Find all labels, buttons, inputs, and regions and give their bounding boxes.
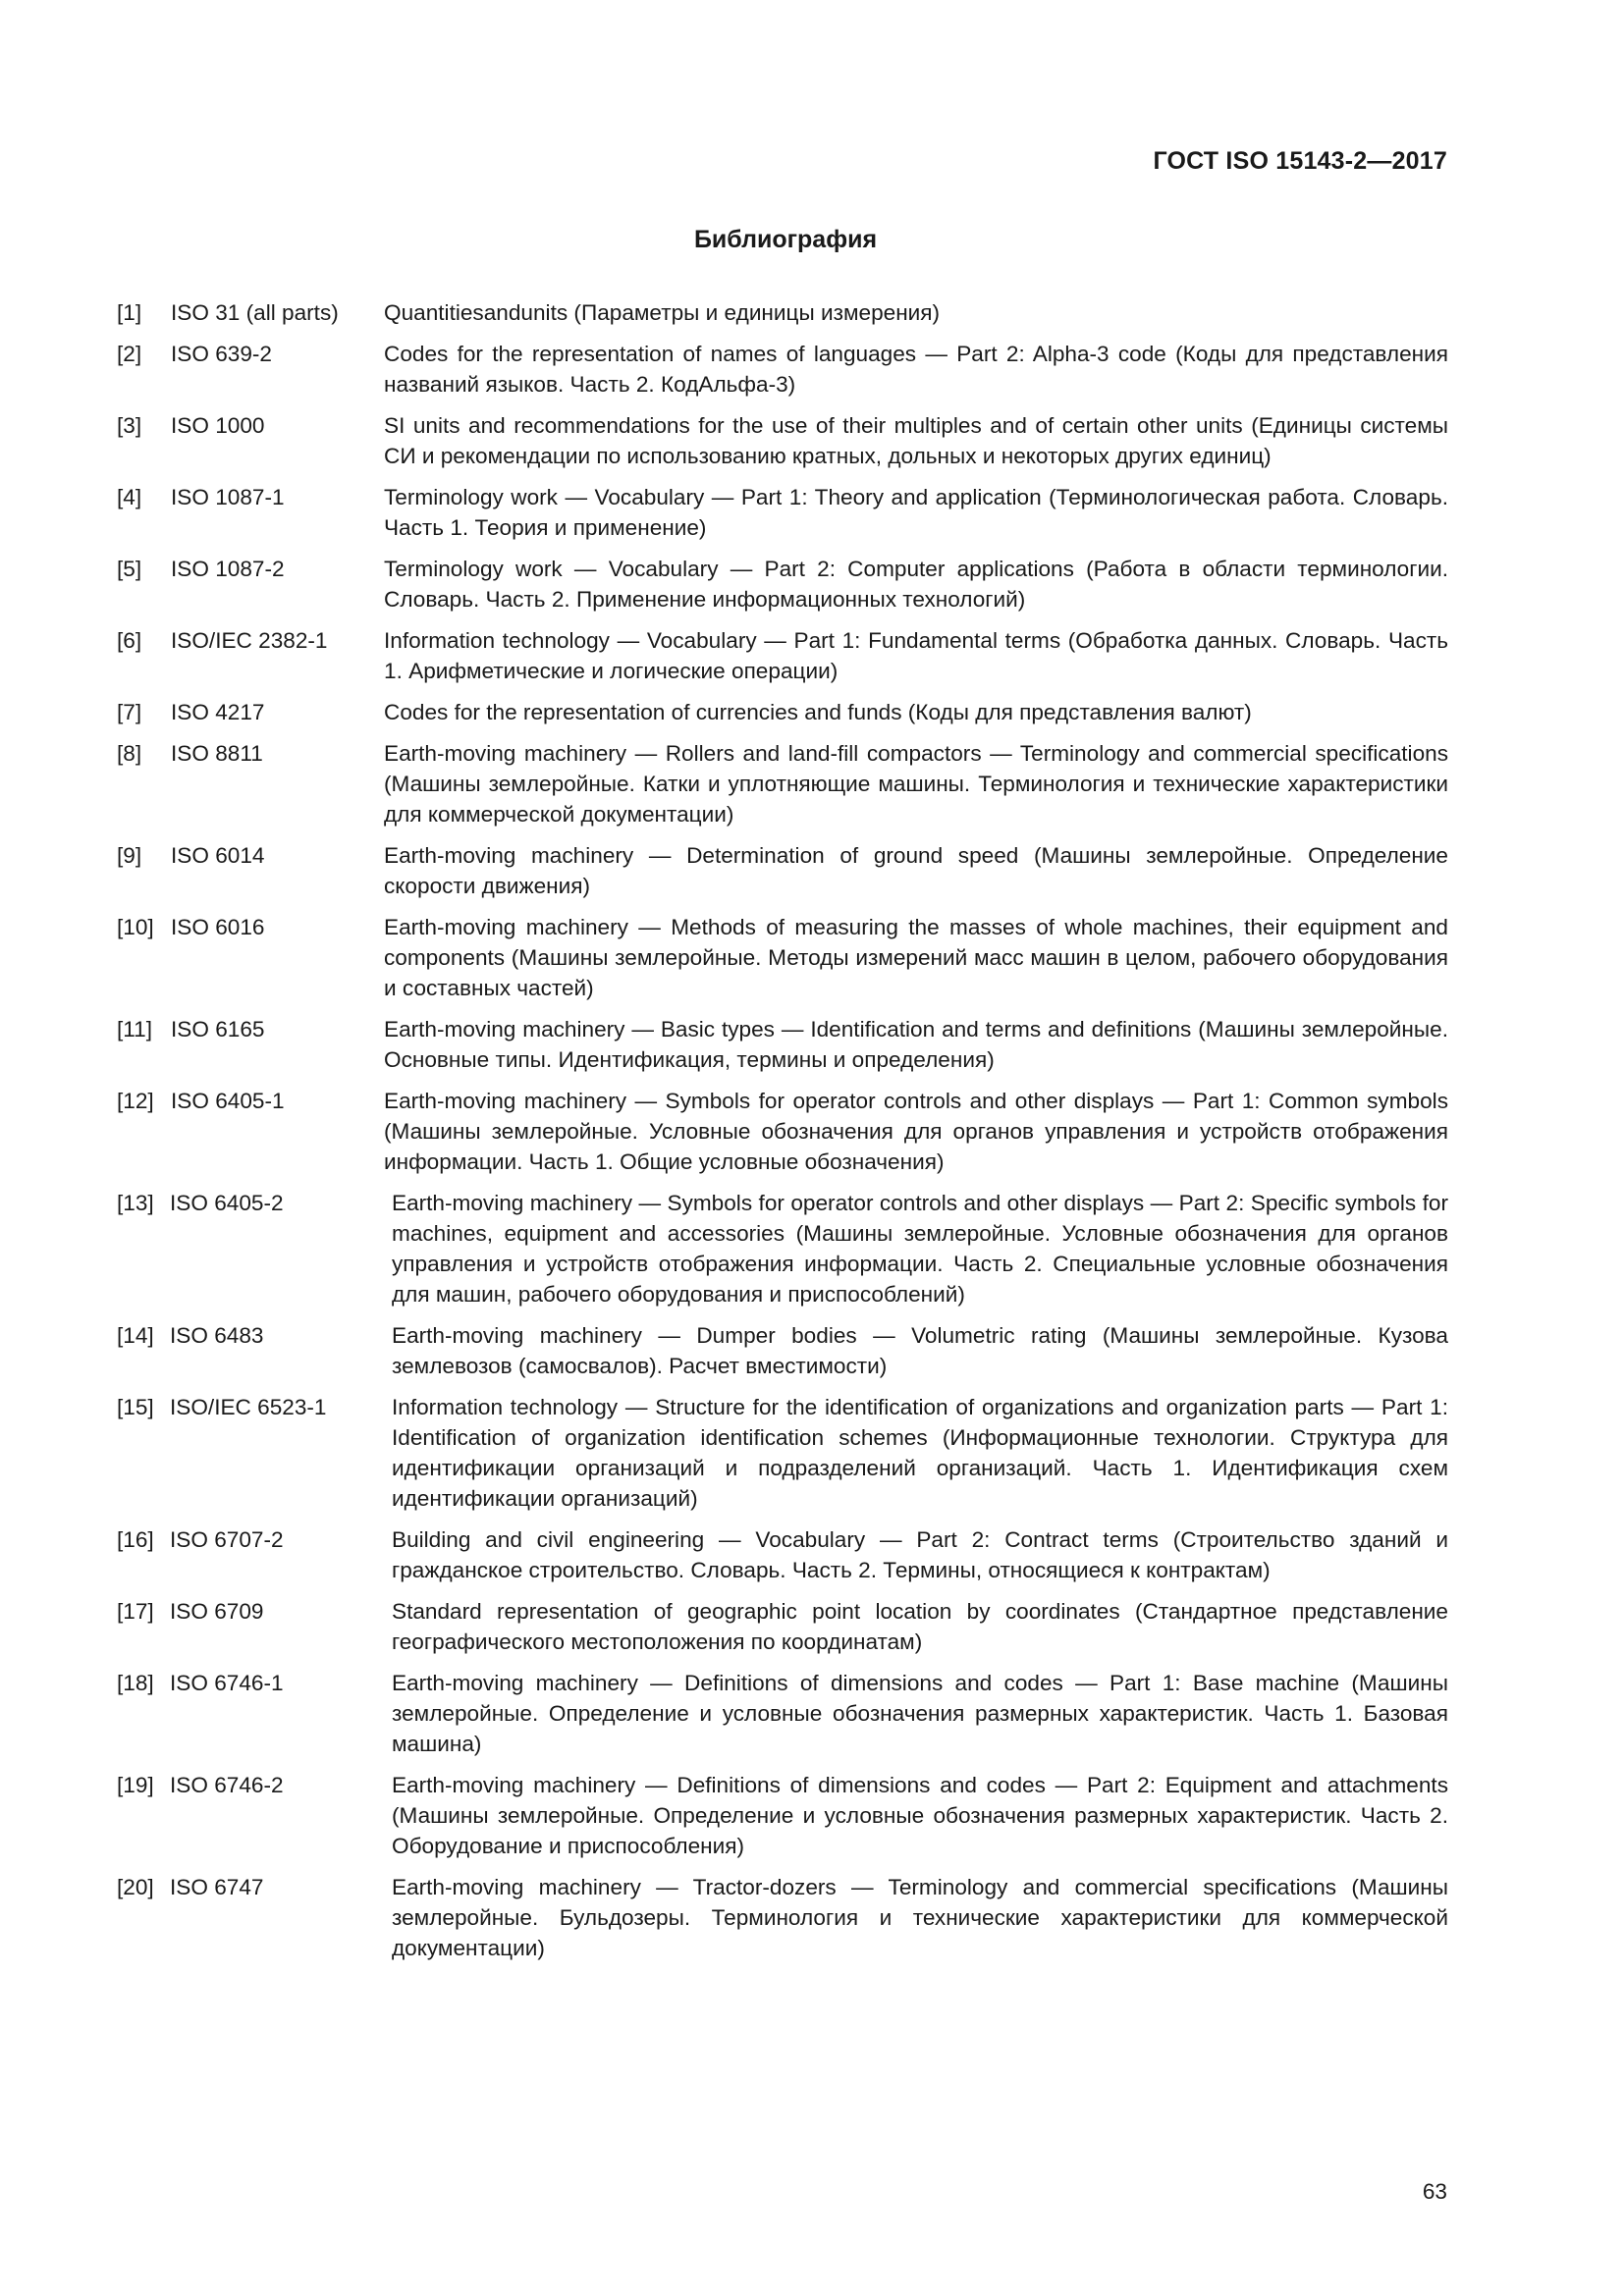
document-code-header: ГОСТ ISO 15143-2—2017	[1153, 147, 1447, 175]
entry-standard-code: ISO 6483	[170, 1323, 264, 1348]
bibliography-entry	[117, 339, 1448, 400]
bibliography-entry	[117, 625, 1448, 686]
bibliography-entry	[117, 482, 1448, 543]
entry-title: Standard representation of geographic point location by coordinates (Стандартное представление географического местоположения по координатам)	[392, 1599, 1448, 1654]
entry-title: Earth-moving machinery — Definitions of dimensions and codes — Part 2: Equipment and attachments (Машины землеройные. Определение и условные обозначения размерных характеристик. Часть 2. Оборудование и приспособления)	[392, 1773, 1448, 1858]
entry-standard-code: ISO 6709	[170, 1599, 264, 1624]
entry-title: Earth-moving machinery — Definitions of dimensions and codes — Part 1: Base machine (Машины землеройные. Определение и условные обозначения размерных характеристик. Часть 1. Базовая машина)	[392, 1671, 1448, 1756]
entry-number: [16]	[117, 1527, 154, 1552]
entry-standard-code: ISO 6014	[171, 843, 265, 868]
entry-standard-code: ISO 6747	[170, 1875, 264, 1899]
bibliography-entry	[117, 410, 1448, 471]
entry-title: Earth-moving machinery — Tractor-dozers — Terminology and commercial specifications (Машины землеройные. Бульдозеры. Терминология и технические характеристики для коммерческой документации)	[392, 1875, 1448, 1960]
entry-number: [15]	[117, 1395, 154, 1419]
entry-number: [9]	[117, 843, 142, 868]
entry-number: [12]	[117, 1089, 154, 1113]
entry-number: [6]	[117, 628, 142, 653]
entry-title: Quantitiesandunits (Параметры и единицы измерения)	[384, 300, 941, 325]
entry-title: Information technology — Structure for the identification of organizations and organization parts — Part 1: Identification of organization identification schemes (Информационные технологии. Структура для идентификации организаций и подразделений организаций. Часть 1. Идентификация схем идентификации организаций)	[392, 1395, 1448, 1511]
bibliography-entry	[117, 738, 1448, 829]
entry-standard-code: ISO/IEC 6523-1	[170, 1395, 327, 1419]
entry-standard-code: ISO 6405-2	[170, 1191, 284, 1215]
entry-number: [17]	[117, 1599, 154, 1624]
bibliography-entry	[117, 1392, 1448, 1514]
entry-title: Earth-moving machinery — Basic types — Identification and terms and definitions (Машины землеройные. Основные типы. Идентификация, термины и определения)	[384, 1017, 1448, 1072]
entry-title: Earth-moving machinery — Rollers and land-fill compactors — Terminology and commercial specifications (Машины землеройные. Катки и уплотняющие машины. Терминология и технические характеристики для коммерческой документации)	[384, 741, 1448, 827]
entry-title: Earth-moving machinery — Determination of ground speed (Машины землеройные. Определение скорости движения)	[384, 843, 1448, 898]
entry-title: Building and civil engineering — Vocabulary — Part 2: Contract terms (Строительство зданий и гражданское строительство. Словарь. Часть 2. Термины, относящиеся к контрактам)	[392, 1527, 1448, 1582]
entry-standard-code: ISO 1000	[171, 413, 265, 438]
page-number: 63	[1422, 2179, 1447, 2204]
entry-standard-code: ISO 6746-2	[170, 1773, 284, 1797]
bibliography-entry	[117, 1086, 1448, 1177]
entry-standard-code: ISO 6016	[171, 915, 265, 939]
bibliography-entry	[117, 697, 1448, 727]
bibliography-entry	[117, 1668, 1448, 1759]
entry-number: [5]	[117, 557, 142, 581]
entry-number: [19]	[117, 1773, 154, 1797]
entry-standard-code: ISO 8811	[171, 741, 263, 766]
bibliography-entry	[117, 1596, 1448, 1657]
entry-number: [13]	[117, 1191, 154, 1215]
bibliography-entry	[117, 554, 1448, 614]
entry-title: Earth-moving machinery — Dumper bodies — Volumetric rating (Машины землеройные. Кузова землевозов (самосвалов). Расчет вместимости)	[392, 1323, 1448, 1378]
entry-standard-code: ISO 6746-1	[170, 1671, 284, 1695]
entry-standard-code: ISO 4217	[171, 700, 265, 724]
entry-number: [10]	[117, 915, 154, 939]
bibliography-entry	[117, 1188, 1448, 1309]
entry-standard-code: ISO 639-2	[171, 342, 272, 366]
entry-number: [7]	[117, 700, 142, 724]
entry-standard-code: ISO 6707-2	[170, 1527, 284, 1552]
entry-number: [4]	[117, 485, 142, 509]
entry-title: Terminology work — Vocabulary — Part 1: Theory and application (Терминологическая работа. Словарь. Часть 1. Теория и применение)	[384, 485, 1448, 540]
entry-title: Earth-moving machinery — Methods of measuring the masses of whole machines, their equipment and components (Машины землеройные. Методы измерений масс машин в целом, рабочего оборудования и составных частей)	[384, 915, 1448, 1000]
entry-number: [1]	[117, 300, 142, 325]
bibliography-entry	[117, 1320, 1448, 1381]
bibliography-entry	[117, 1524, 1448, 1585]
entry-number: [14]	[117, 1323, 154, 1348]
entry-title: Codes for the representation of currencies and funds (Коды для представления валют)	[384, 700, 1252, 724]
entry-standard-code: ISO 6165	[171, 1017, 265, 1041]
entry-title: Earth-moving machinery — Symbols for operator controls and other displays — Part 2: Specific symbols for machines, equipment and accessories (Машины землеройные. Условные обозначения для органов управления и устройств отображения информации. Часть 2. Специальные условные обозначения для машин, рабочего оборудования и приспособлений)	[392, 1191, 1448, 1307]
bibliography-entry	[117, 1014, 1448, 1075]
entry-standard-code: ISO 1087-1	[171, 485, 285, 509]
entry-title: Terminology work — Vocabulary — Part 2: Computer applications (Работа в области терминологии. Словарь. Часть 2. Применение информационных технологий)	[384, 557, 1448, 612]
entry-standard-code: ISO 1087-2	[171, 557, 285, 581]
entry-number: [8]	[117, 741, 142, 766]
entry-title: SI units and recommendations for the use of their multiples and of certain other units (Единицы системы СИ и рекомендации по использованию кратных, дольных и некоторых других единиц)	[384, 413, 1448, 468]
bibliography-entry	[117, 912, 1448, 1003]
entry-standard-code: ISO 6405-1	[171, 1089, 285, 1113]
page-title: Библиография	[693, 226, 878, 253]
entry-number: [20]	[117, 1875, 154, 1899]
entry-title: Information technology — Vocabulary — Part 1: Fundamental terms (Обработка данных. Словарь. Часть 1. Арифметические и логические операции)	[384, 628, 1448, 683]
entry-title: Earth-moving machinery — Symbols for operator controls and other displays — Part 1: Common symbols (Машины землеройные. Условные обозначения для органов управления и устройств отображения информации. Часть 1. Общие условные обозначения)	[384, 1089, 1448, 1174]
entry-number: [11]	[117, 1017, 153, 1041]
entry-number: [2]	[117, 342, 142, 366]
entry-number: [18]	[117, 1671, 154, 1695]
entry-title: Codes for the representation of names of languages — Part 2: Alpha-3 code (Коды для представления названий языков. Часть 2. КодАльфа-3)	[384, 342, 1448, 397]
bibliography-entry	[117, 1872, 1448, 1963]
bibliography-entry	[117, 297, 1448, 328]
bibliography-list	[117, 297, 1448, 1974]
entry-standard-code: ISO/IEC 2382-1	[171, 628, 328, 653]
bibliography-entry	[117, 840, 1448, 901]
entry-number: [3]	[117, 413, 142, 438]
entry-standard-code: ISO 31 (all parts)	[171, 300, 339, 325]
bibliography-entry	[117, 1770, 1448, 1861]
